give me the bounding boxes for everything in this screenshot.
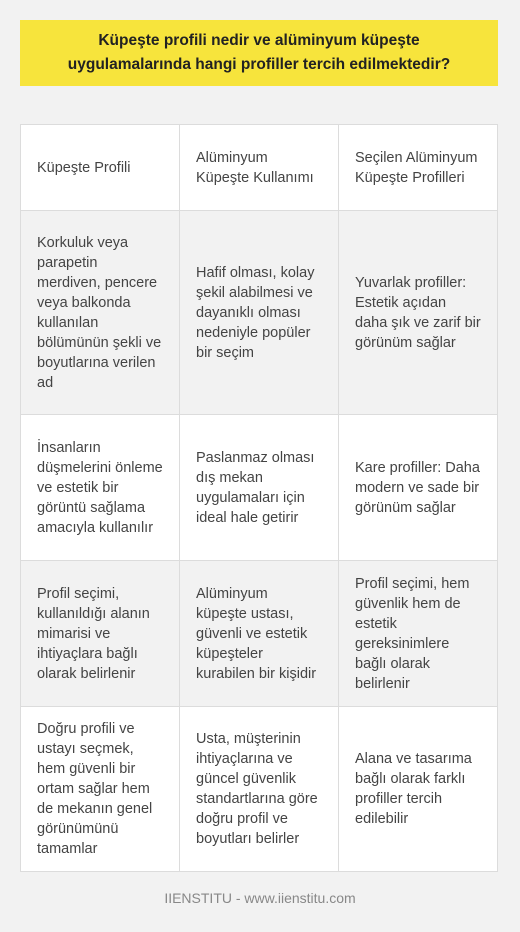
header-cell	[180, 125, 339, 210]
cell-text: Doğru profili ve ustayı seçmek, hem güvenli bir ortam sağlar hem de mekanın genel görünümünü tamamlar	[37, 721, 153, 857]
header-cell	[21, 125, 180, 210]
table-cell	[339, 707, 497, 871]
cell-text: Usta, müşterinin ihtiyaçlarına ve güncel güvenlik standartlarına göre doğru profil ve boyutları belirler	[196, 731, 318, 847]
header-secilen-profiller: Seçilen Alüminyum Küpeşte Profilleri	[355, 149, 478, 186]
table-row	[21, 415, 497, 561]
header-kupeste-profili: Küpeşte Profili	[37, 159, 131, 176]
table-header-row	[21, 125, 497, 211]
table-cell	[180, 707, 339, 871]
page-title: Küpeşte profili nedir ve alüminyum küpeşte uygulamalarında hangi profiller tercih edilmektedir?	[67, 32, 451, 73]
table-cell	[21, 211, 180, 414]
table-row	[21, 211, 497, 415]
cell-text: Kare profiller: Daha modern ve sade bir görünüm sağlar	[355, 459, 480, 516]
table-cell	[21, 707, 180, 871]
table-cell	[180, 415, 339, 560]
cell-text: Paslanmaz olması dış mekan uygulamaları için ideal hale getirir	[196, 449, 315, 526]
table-cell	[339, 211, 497, 414]
table-cell	[339, 561, 497, 706]
cell-text: Alana ve tasarıma bağlı olarak farklı profiller tercih edilebilir	[355, 751, 472, 827]
table-cell	[21, 415, 180, 560]
cell-text: Hafif olması, kolay şekil alabilmesi ve dayanıklı olması nedeniyle popüler bir seçim	[196, 264, 315, 361]
comparison-table	[20, 124, 498, 872]
table-cell	[339, 415, 497, 560]
table-cell	[180, 561, 339, 706]
table-row	[21, 707, 497, 871]
cell-text: Yuvarlak profiller: Estetik açıdan daha şık ve zarif bir görünüm sağlar	[355, 274, 481, 351]
cell-text: Profil seçimi, hem güvenlik hem de estetik gereksinimlere bağlı olarak belirlenir	[355, 575, 470, 692]
cell-text: Profil seçimi, kullanıldığı alanın mimarisi ve ihtiyaçlara bağlı olarak belirlenir	[37, 585, 150, 682]
table-cell	[180, 211, 339, 414]
footer-credit: IIENSTITU - www.iienstitu.com	[164, 890, 356, 906]
cell-text: İnsanların düşmelerini önleme ve estetik bir görüntü sağlama amacıyla kullanılır	[37, 439, 163, 536]
header-aluminyum-kullanimi: Alüminyum Küpeşte Kullanımı	[196, 149, 314, 186]
cell-text: Alüminyum küpeşte ustası, güvenli ve estetik küpeşteler kurabilen bir kişidir	[196, 585, 317, 682]
table-cell	[21, 561, 180, 706]
header-cell	[339, 125, 497, 210]
cell-text: Korkuluk veya parapetin merdiven, pencere veya balkonda kullanılan bölümünün şekli ve boyutlarına verilen ad	[37, 234, 162, 391]
title-banner	[20, 20, 498, 86]
table-row	[21, 561, 497, 707]
